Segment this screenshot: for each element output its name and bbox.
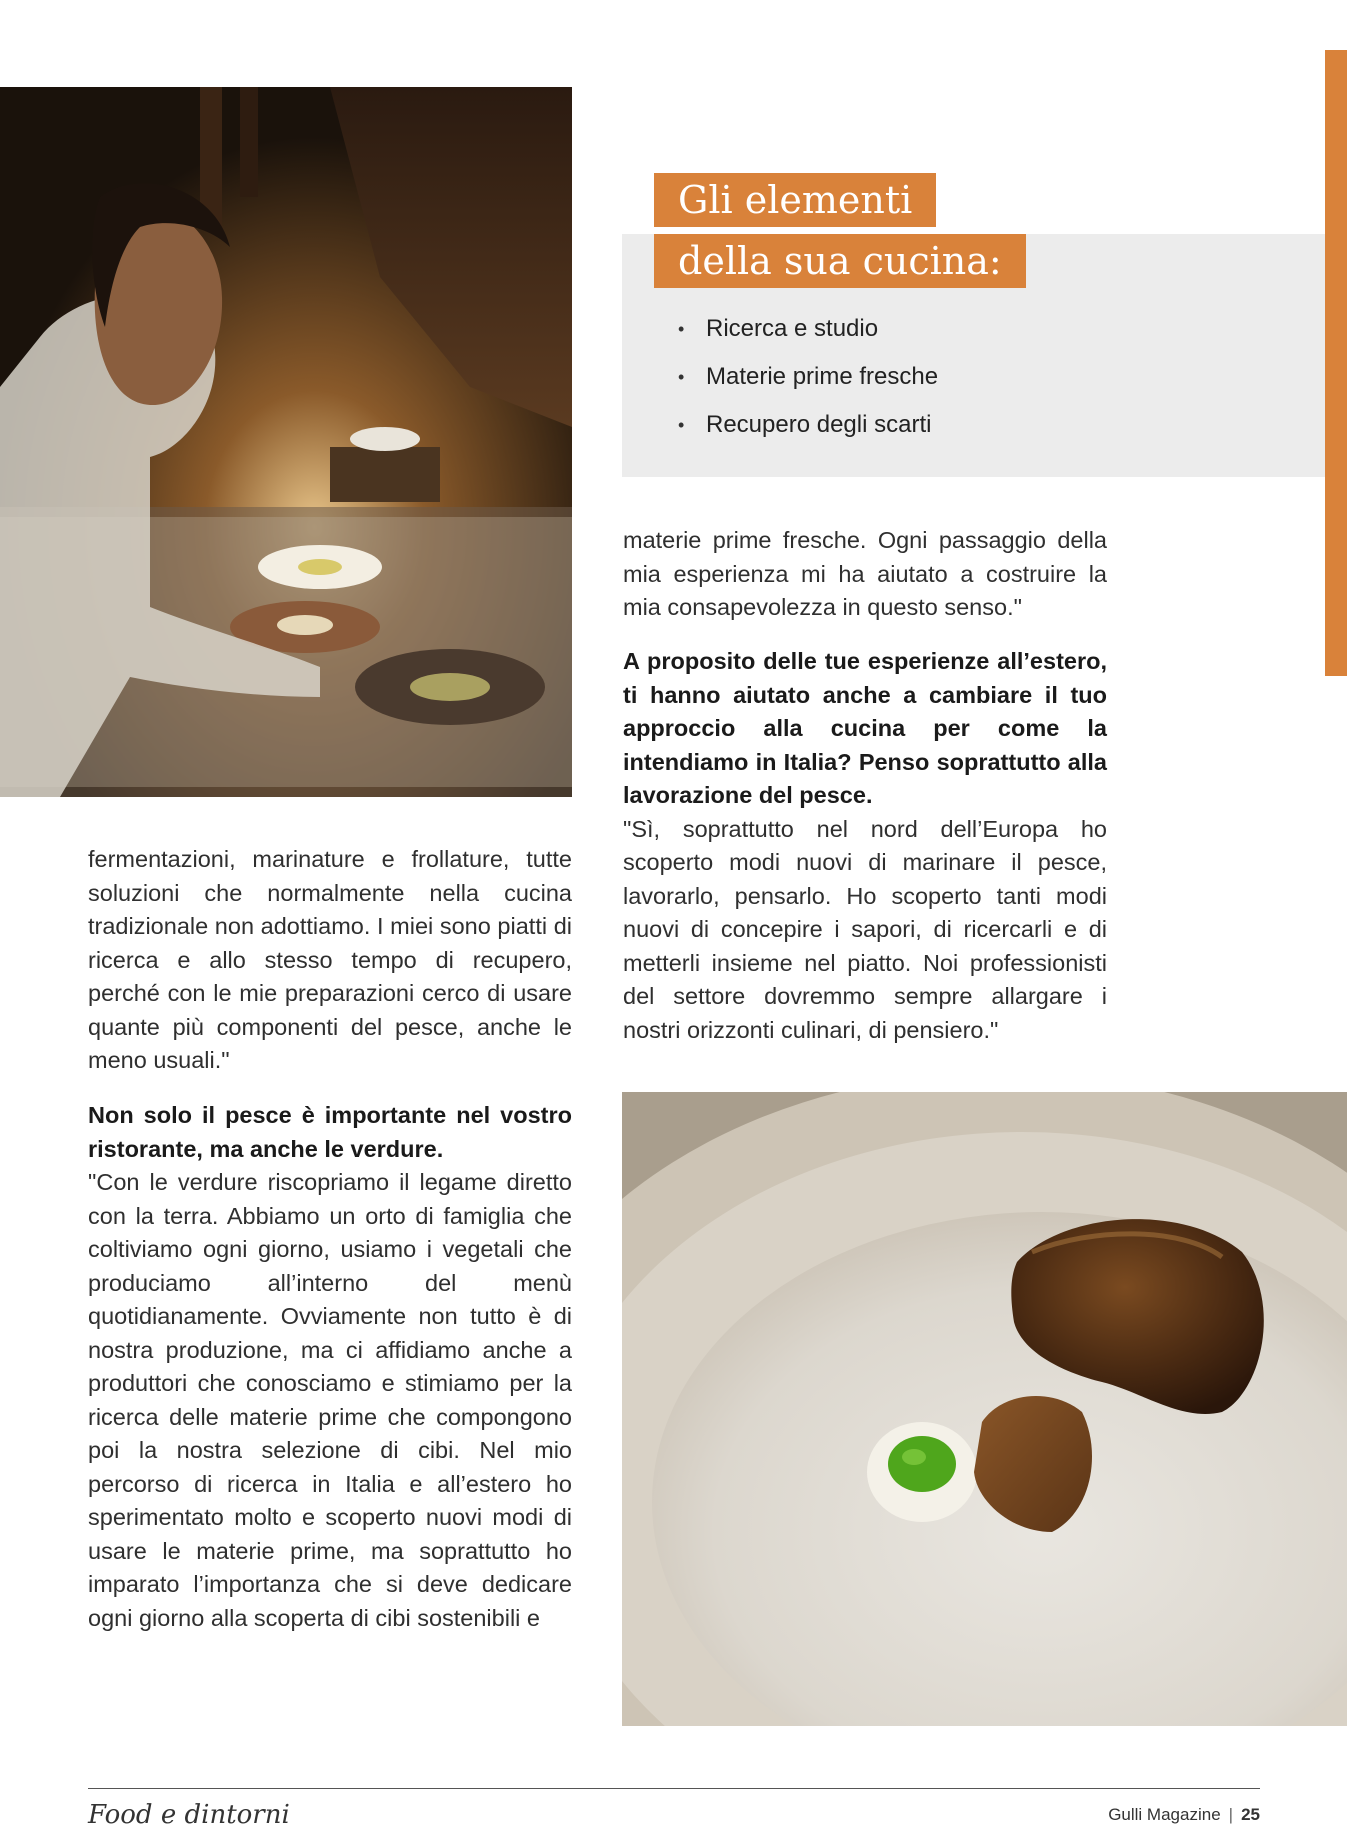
info-title-line-1: Gli elementi	[654, 173, 936, 227]
footer-section-title: Food e dintorni	[88, 1800, 290, 1830]
article-left-interview	[88, 1099, 572, 1635]
side-accent-tab	[1325, 50, 1347, 676]
footer-page-info	[1108, 1805, 1260, 1825]
footer-rule	[88, 1788, 1260, 1789]
elements-list	[674, 305, 938, 449]
mushroom-dish-photo	[622, 1092, 1347, 1726]
chef-plating-photo	[0, 87, 572, 797]
interview-answer: "Con le verdure riscopriamo il legame diretto con la terra. Abbiamo un orto di famiglia che coltiviamo ogni giorno, usiamo i vegetali che produciamo all’interno del menù quotidianamente. Ovviamente non tutto è di nostra produzione, ma ci affidiamo anche a produttori che conosciamo e stimiamo per la ricerca delle materie prime che compongono poi la nostra selezione di cibi. Nel mio percorso di ricerca in Italia e all’estero ho sperimentato molto e scoperto nuovi modi di usare le materie prime, ma soprattutto ho imparato l’importanza che si deve dedicare ogni giorno alla scoperta di cibi sostenibili e	[88, 1169, 572, 1631]
article-right-interview	[623, 645, 1107, 1047]
list-item: • Materie prime fresche	[674, 353, 938, 401]
info-title-line-2: della sua cucina:	[654, 234, 1026, 288]
list-item: • Recupero degli scarti	[674, 401, 938, 449]
interview-answer: "Sì, soprattutto nel nord dell’Europa ho scoperto modi nuovi di marinare il pesce, lavorarlo, pensarlo. Ho scoperto tanti modi nuovi di concepire i sapori, di ricercarli e di metterli insieme nel piatto. Noi professionisti del settore dovremmo sempre allargare i nostri orizzonti culinari, di pensiero."	[623, 815, 1107, 1043]
list-item: • Ricerca e studio	[674, 305, 938, 353]
interview-question: Non solo il pesce è importante nel vostro ristorante, ma anche le verdure.	[88, 1102, 572, 1162]
paragraph: fermentazioni, marinature e frollature, tutte soluzioni che normalmente nella cucina tradizionale non adottiamo. I miei sono piatti di ricerca e allo stesso tempo di recupero, perché con le mie preparazioni cerco di usare quante più componenti del pesce, anche le meno usuali."	[88, 846, 572, 1073]
page-number: 25	[1241, 1805, 1260, 1824]
bullet-icon: •	[678, 367, 685, 387]
article-left-top	[88, 843, 572, 1078]
article-right-top	[623, 524, 1107, 625]
bullet-icon: •	[678, 415, 685, 435]
footer-separator: |	[1228, 1805, 1234, 1824]
magazine-name: Gulli Magazine	[1108, 1805, 1221, 1824]
paragraph: materie prime fresche. Ogni passaggio della mia esperienza mi ha aiutato a costruire la mia consapevolezza in questo senso."	[623, 527, 1107, 620]
bullet-icon: •	[678, 319, 685, 339]
interview-question: A proposito delle tue esperienze all’estero, ti hanno aiutato anche a cambiare il tuo approccio alla cucina per come la intendiamo in Italia? Penso soprattutto alla lavorazione del pesce.	[623, 648, 1107, 808]
